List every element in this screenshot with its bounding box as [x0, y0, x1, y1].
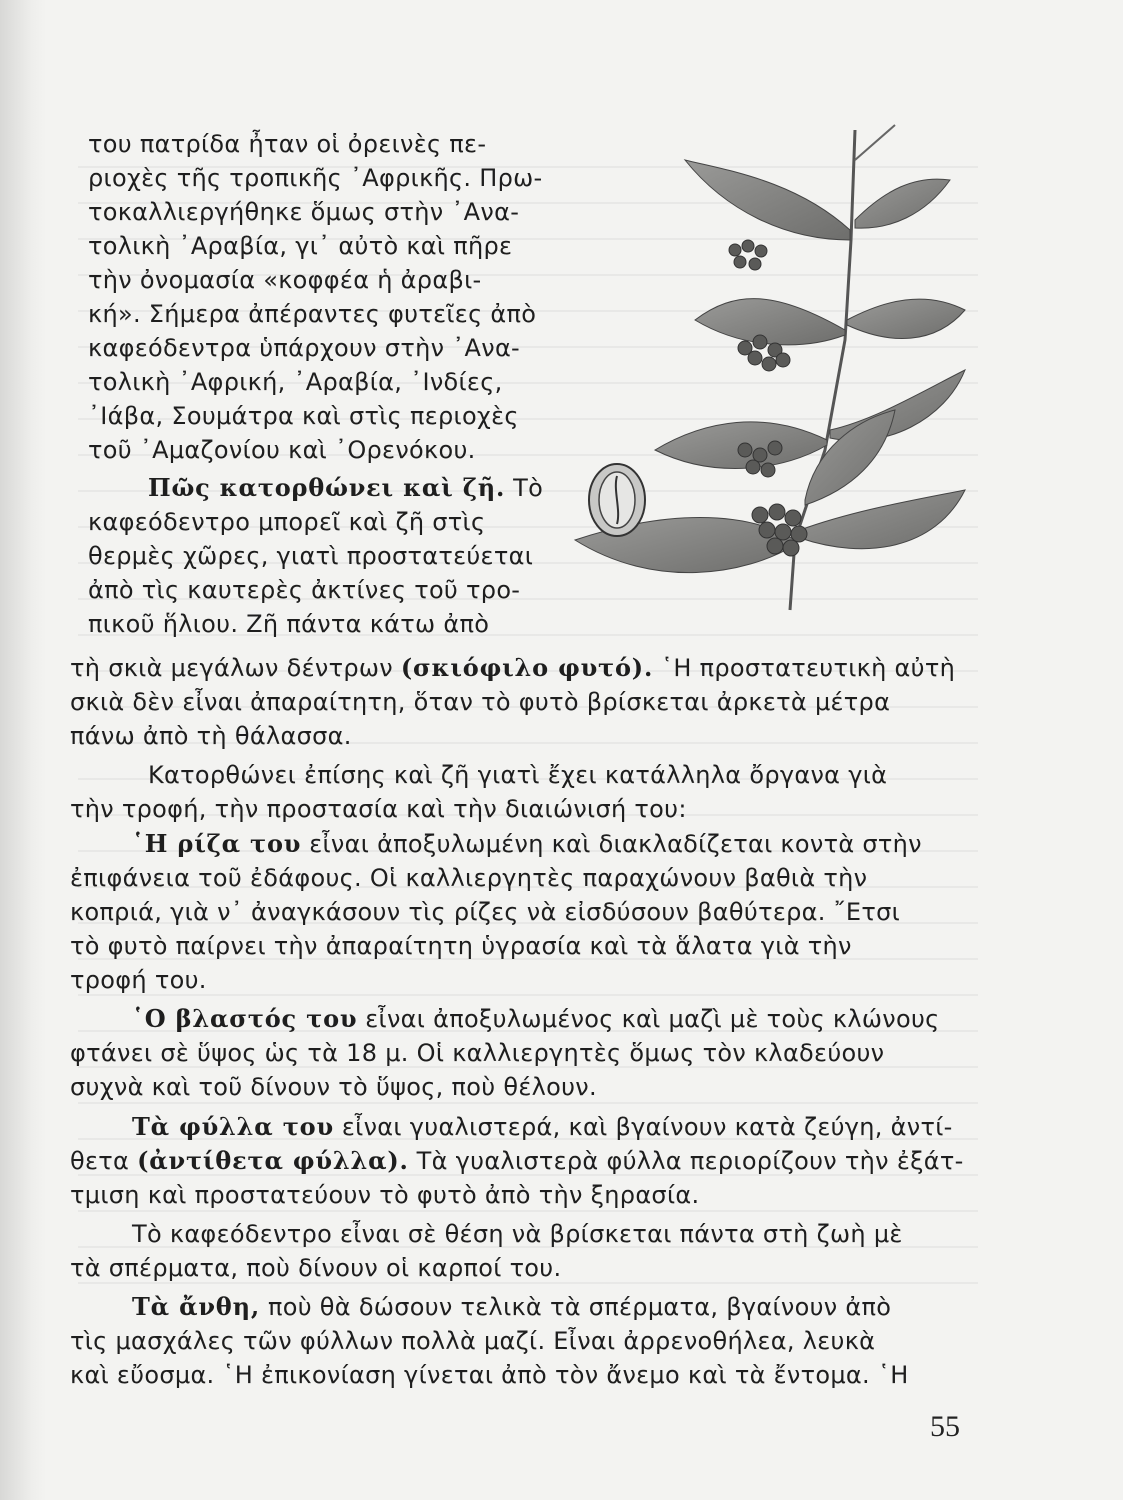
text-line: τολικὴ ᾿Αραβία, γι᾿ αὐτὸ καὶ πῆρε — [88, 232, 513, 260]
section-heading: ῾Η ρίζα του — [132, 829, 302, 858]
text-line: καφεόδεντρα ὑπάρχουν στὴν ᾿Ανα- — [88, 334, 521, 362]
text-line: τμιση καὶ προστατεύουν τὸ φυτὸ ἀπὸ τὴν ξηρασία. — [70, 1181, 700, 1209]
text-line: κοπριά, γιὰ ν᾿ ἀναγκάσουν τὶς ρίζες νὰ εἰσδύσουν βαθύτερα. ῎Ετσι — [70, 898, 901, 926]
text-line: τοκαλλιεργήθηκε ὅμως στὴν ᾿Ανα- — [88, 198, 520, 226]
text-line: καφεόδεντρο μπορεῖ καὶ ζῆ στὶς — [88, 508, 486, 536]
text-line: ῾Η ρίζα του εἶναι ἀποξυλωμένη καὶ διακλαδίζεται κοντὰ στὴν — [132, 829, 922, 858]
text-line: ᾿Ιάβα, Σουμάτρα καὶ στὶς περιοχὲς — [88, 402, 519, 430]
text-line: ριοχὲς τῆς τροπικῆς ᾿Αφρικῆς. Πρω- — [88, 164, 543, 192]
text-line: τὴ σκιὰ μεγάλων δέντρων (σκιόφιλο φυτό). ῾Η προστατευτικὴ αὐτὴ — [70, 653, 956, 682]
text-line: τὶς μασχάλες τῶν φύλλων πολλὰ μαζί. Εἶναι ἀρρενοθήλεα, λευκὰ — [70, 1327, 876, 1355]
text-line: θετα (ἀντίθετα φύλλα). Τὰ γυαλιστερὰ φύλλα περιορίζουν τὴν ἐξάτ- — [70, 1146, 964, 1175]
text-line: τὴν ὀνομασία «κοφφέα ἡ ἀραβι- — [88, 266, 482, 294]
text-line: ἀπὸ τὶς καυτερὲς ἀκτίνες τοῦ τρο- — [88, 576, 521, 604]
text-line: φτάνει σὲ ὕψος ὡς τὰ 18 μ. Οἱ καλλιεργητὲς ὅμως τὸν κλαδεύουν — [70, 1039, 885, 1067]
text-line: Κατορθώνει ἐπίσης καὶ ζῆ γιατὶ ἔχει κατάλληλα ὄργανα γιὰ — [148, 761, 888, 789]
text-line: Τὰ φύλλα του εἶναι γυαλιστερά, καὶ βγαίνουν κατὰ ζεύγη, ἀντί- — [132, 1112, 953, 1141]
text-line: ἐπιφάνεια τοῦ ἐδάφους. Οἱ καλλιεργητὲς παραχώνουν βαθιὰ τὴν — [70, 864, 868, 892]
text-line: τροφή του. — [70, 966, 207, 994]
text-line: πικοῦ ἥλιου. Ζῆ πάντα κάτω ἀπὸ — [88, 610, 490, 638]
text-line: τὸ φυτὸ παίρνει τὴν ἀπαραίτητη ὑγρασία καὶ τὰ ἅλατα γιὰ τὴν — [70, 932, 852, 960]
section-heading: Τὰ ἄνθη, — [132, 1292, 261, 1321]
text-line: Τὸ καφεόδεντρο εἶναι σὲ θέση νὰ βρίσκεται πάντα στὴ ζωὴ μὲ — [132, 1220, 903, 1248]
coffee-plant-illustration — [555, 120, 975, 640]
text-line: καὶ εὔοσμα. ῾Η ἐπικονίαση γίνεται ἀπὸ τὸν ἄνεμο καὶ τὰ ἔντομα. ῾Η — [70, 1361, 909, 1389]
text-line: πάνω ἀπὸ τὴ θάλασσα. — [70, 722, 352, 750]
text-line: τὴν τροφή, τὴν προστασία καὶ τὴν διαιώνισή του: — [70, 795, 687, 823]
binding-shadow — [0, 0, 46, 1500]
text-line: συχνὰ καὶ τοῦ δίνουν τὸ ὕψος, ποὺ θέλουν. — [70, 1073, 597, 1101]
text-line: του πατρίδα ἦταν οἱ ὀρεινὲς πε- — [88, 130, 487, 158]
text-line: τὰ σπέρματα, ποὺ δίνουν οἱ καρποί του. — [70, 1254, 562, 1282]
text-line: τολικὴ ᾿Αφρική, ᾿Αραβία, ᾿Ινδίες, — [88, 368, 503, 396]
section-heading: Τὰ φύλλα του — [132, 1112, 334, 1141]
text-line: σκιὰ δὲν εἶναι ἀπαραίτητη, ὅταν τὸ φυτὸ βρίσκεται ἀρκετὰ μέτρα — [70, 688, 891, 716]
section-heading: ῾Ο βλαστός του — [132, 1004, 358, 1033]
coffee-bean-icon — [589, 464, 645, 536]
section-heading: Πῶς κατορθώνει καὶ ζῆ. — [148, 473, 506, 502]
text-line: ῾Ο βλαστός του εἶναι ἀποξυλωμένος καὶ μαζὶ μὲ τοὺς κλώνους — [132, 1004, 940, 1033]
text-line: Πῶς κατορθώνει καὶ ζῆ. Τὸ — [148, 473, 544, 502]
text-line: θερμὲς χῶρες, γιατὶ προστατεύεται — [88, 542, 534, 570]
text-line: κή». Σήμερα ἀπέραντες φυτεῖες ἀπὸ — [88, 300, 537, 328]
text-line: Τὰ ἄνθη, ποὺ θὰ δώσουν τελικὰ τὰ σπέρματα, βγαίνουν ἀπὸ — [132, 1292, 892, 1321]
page-number: 55 — [930, 1410, 960, 1443]
text-line: τοῦ ᾿Αμαζονίου καὶ ᾿Ορενόκου. — [88, 436, 476, 464]
